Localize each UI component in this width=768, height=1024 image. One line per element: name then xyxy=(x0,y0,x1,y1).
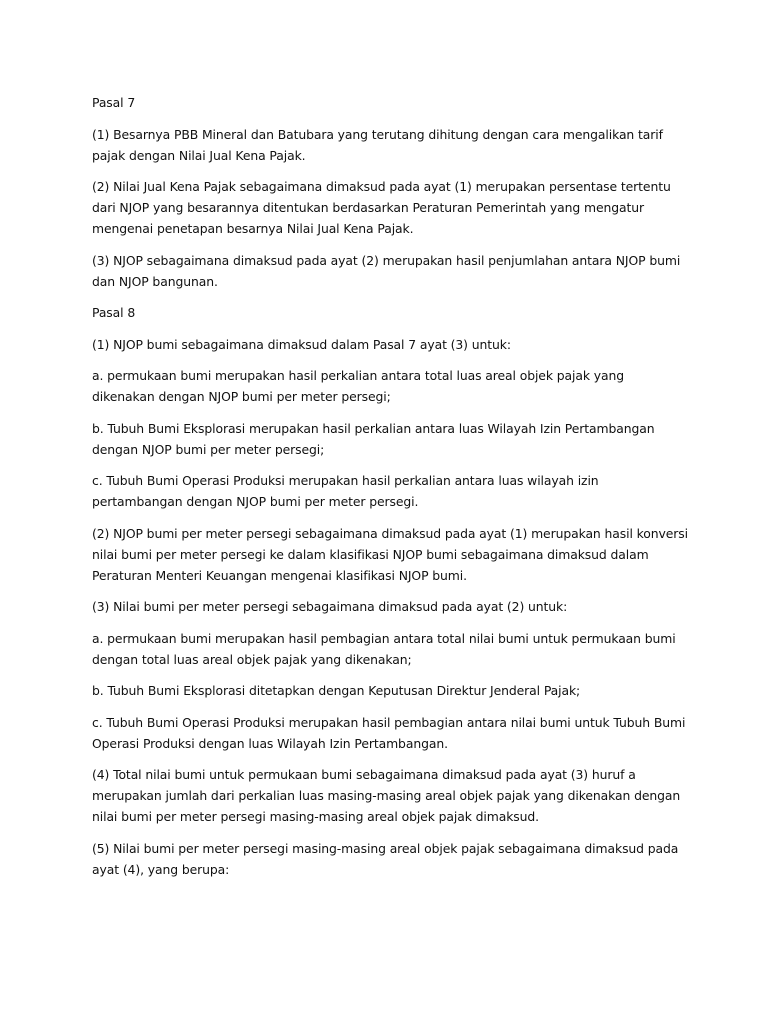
list-item-ayat-3-b: b. Tubuh Bumi Eksplorasi ditetapkan dengan Keputusan Direktur Jenderal Pajak; xyxy=(92,683,581,698)
list-item-ayat-1-b: b. Tubuh Bumi Eksplorasi merupakan hasil perkalian antara luas Wilayah Izin Pertambangan dengan NJOP bumi per meter persegi; xyxy=(92,420,655,457)
heading-pasal-7: Pasal 7 xyxy=(92,95,136,110)
paragraph-pasal-8-ayat-2: (2) NJOP bumi per meter persegi sebagaimana dimaksud pada ayat (1) merupakan hasil konversi nilai bumi per meter persegi ke dalam klasifikasi NJOP bumi sebagaimana dimaksud dalam Peraturan Menteri Keuangan mengenai klasifikasi NJOP bumi. xyxy=(92,525,688,583)
paragraph-pasal-8-ayat-5: (5) Nilai bumi per meter persegi masing-masing areal objek pajak sebagaimana dimaksud pada ayat (4), yang berupa: xyxy=(92,840,679,877)
paragraph-pasal-7-ayat-3: (3) NJOP sebagaimana dimaksud pada ayat (2) merupakan hasil penjumlahan antara NJOP bumi dan NJOP bangunan. xyxy=(92,252,681,289)
list-item-ayat-3-c: c. Tubuh Bumi Operasi Produksi merupakan hasil pembagian antara nilai bumi untuk Tubuh Bumi Operasi Produksi dengan luas Wilayah Izin Pertambangan. xyxy=(92,714,686,751)
list-item-ayat-1-a: a. permukaan bumi merupakan hasil perkalian antara total luas areal objek pajak yang dikenakan dengan NJOP bumi per meter persegi; xyxy=(92,368,624,404)
paragraph-pasal-8-ayat-3: (3) Nilai bumi per meter persegi sebagaimana dimaksud pada ayat (2) untuk: xyxy=(92,599,568,614)
heading-pasal-8: Pasal 8 xyxy=(92,305,136,320)
list-item-ayat-3-a: a. permukaan bumi merupakan hasil pembagian antara total nilai bumi untuk permukaan bumi dengan total luas areal objek pajak yang dikenakan; xyxy=(92,630,676,667)
paragraph-pasal-8-ayat-1: (1) NJOP bumi sebagaimana dimaksud dalam Pasal 7 ayat (3) untuk: xyxy=(92,336,511,352)
paragraph-pasal-7-ayat-1: (1) Besarnya PBB Mineral dan Batubara yang terutang dihitung dengan cara mengalikan tarif pajak dengan Nilai Jual Kena Pajak. xyxy=(92,126,663,163)
list-item-ayat-1-c: c. Tubuh Bumi Operasi Produksi merupakan hasil perkalian antara luas wilayah izin pertambangan dengan NJOP bumi per meter persegi. xyxy=(92,473,599,509)
paragraph-pasal-7-ayat-2: (2) Nilai Jual Kena Pajak sebagaimana dimaksud pada ayat (1) merupakan persentase tertentu dari NJOP yang besarannya ditentukan berdasarkan Peraturan Pemerintah yang mengatur mengenai penetapan besarnya Nilai Jual Kena Pajak. xyxy=(92,179,671,236)
paragraph-pasal-8-ayat-4: (4) Total nilai bumi untuk permukaan bumi sebagaimana dimaksud pada ayat (3) huruf a merupakan jumlah dari perkalian luas masing-masing areal objek pajak yang dikenakan dengan nilai bumi per meter persegi masing-masing areal objek pajak dimaksud. xyxy=(92,767,681,824)
